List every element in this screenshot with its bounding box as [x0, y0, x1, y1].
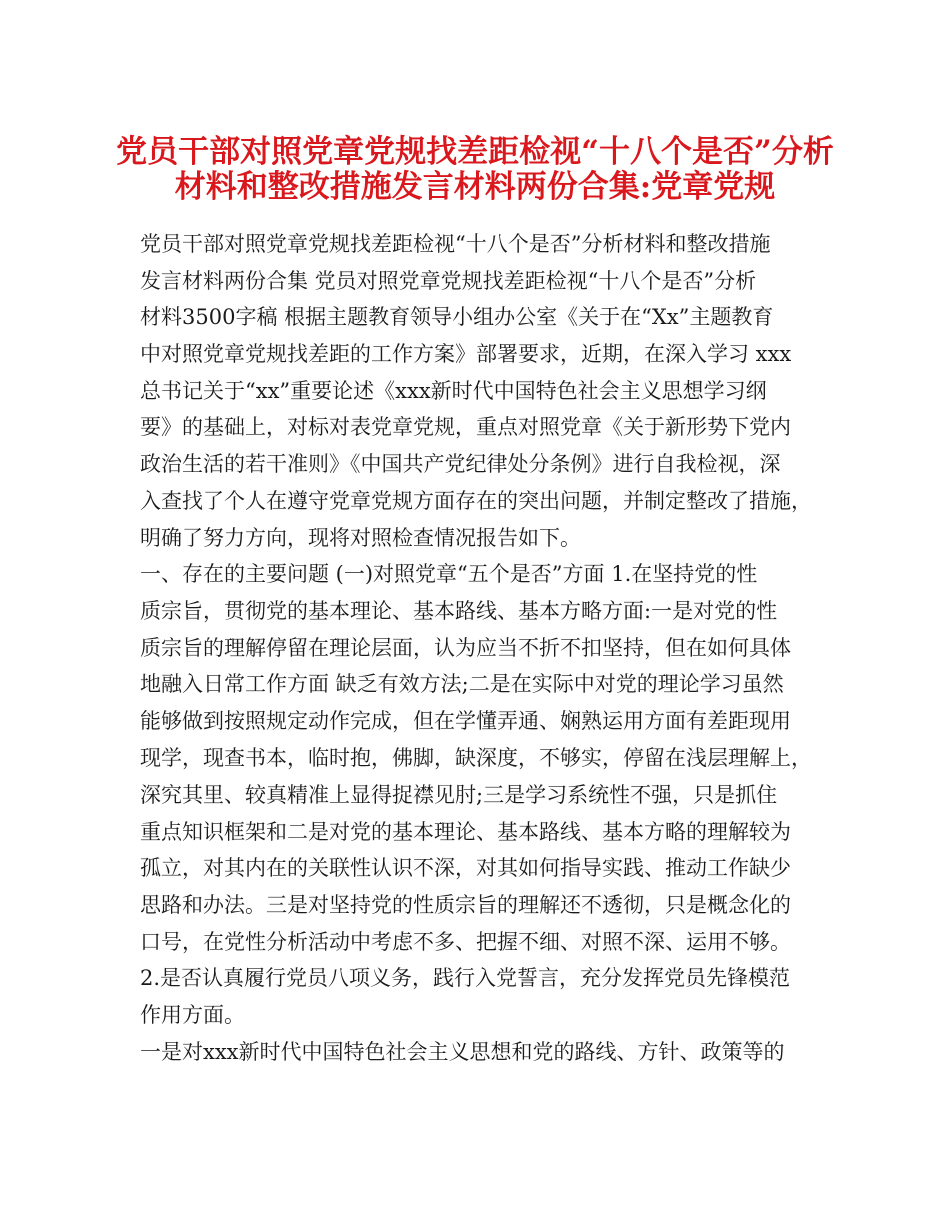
- body-line: 总书记关于“xx”重要论述《xxx新时代中国特色社会主义思想学习纲: [140, 378, 767, 403]
- body-line: 地融入日常工作方面 缺乏有效方法;二是在实际中对党的理论学习虽然: [140, 672, 784, 697]
- body-line: 一、存在的主要问题 (一)对照党章“五个是否”方面 1.在坚持党的性: [140, 562, 758, 587]
- body-line: 一是对xxx新时代中国特色社会主义思想和党的路线、方针、政策等的: [140, 1039, 785, 1064]
- body-line: 深究其里、较真精准上显得捉襟见肘;三是学习系统性不强，只是抓住: [140, 783, 778, 808]
- body-line: 中对照党章党规找差距的工作方案》部署要求，近期，在深入学习 xxx: [140, 342, 792, 367]
- body-line: 发言材料两份合集 党员对照党章党规找差距检视“十八个是否”分析: [140, 268, 757, 293]
- body-line: 党员干部对照党章党规找差距检视“十八个是否”分析材料和整改措施: [140, 232, 771, 256]
- body-line: 要》的基础上，对标对表党章党规，重点对照党章《关于新形势下党内: [140, 415, 791, 440]
- body-line: 材料3500字稿 根据主题教育领导小组办公室《关于在“Xx”主题教育: [140, 305, 774, 330]
- body-line: 质宗旨的理解停留在理论层面，认为应当不折不扣坚持，但在如何具体: [140, 635, 791, 660]
- body-line: 作用方面。: [140, 1003, 245, 1028]
- body-line: 重点知识框架和二是对党的基本理论、基本路线、基本方略的理解较为: [140, 819, 791, 844]
- document-title-line-2: 材料和整改措施发言材料两份合集:党章党规: [174, 169, 776, 205]
- body-line: 现学，现查书本，临时抱，佛脚，缺深度，不够实，停留在浅层理解上，: [140, 746, 812, 771]
- body-line: 政治生活的若干准则》《中国共产党纪律处分条例》进行自我检视，深: [140, 452, 781, 477]
- document-body: [140, 226, 830, 1071]
- body-line: 思路和办法。三是对坚持党的性质宗旨的理解还不透彻，只是概念化的: [140, 893, 791, 918]
- body-line: 2.是否认真履行党员八项义务，践行入党誓言，充分发挥党员先锋模范: [140, 966, 791, 991]
- body-line: 能够做到按照规定动作完成，但在学懂弄通、娴熟运用方面有差距现用: [140, 708, 791, 733]
- body-line: 孤立，对其内在的关联性认识不深，对其如何指导实践、推动工作缺少: [140, 856, 791, 881]
- body-line: 质宗旨，贯彻党的基本理论、基本路线、基本方略方面:一是对党的性: [140, 598, 778, 623]
- body-line: 明确了努力方向，现将对照检查情况报告如下。: [140, 525, 581, 550]
- body-line: 入查找了个人在遵守党章党规方面存在的突出问题，并制定整改了措施，: [140, 488, 812, 513]
- document-title-line-1: 党员干部对照党章党规找差距检视“十八个是否”分析: [116, 134, 834, 170]
- body-line: 口号，在党性分析活动中考虑不多、把握不细、对照不深、运用不够。: [140, 929, 791, 954]
